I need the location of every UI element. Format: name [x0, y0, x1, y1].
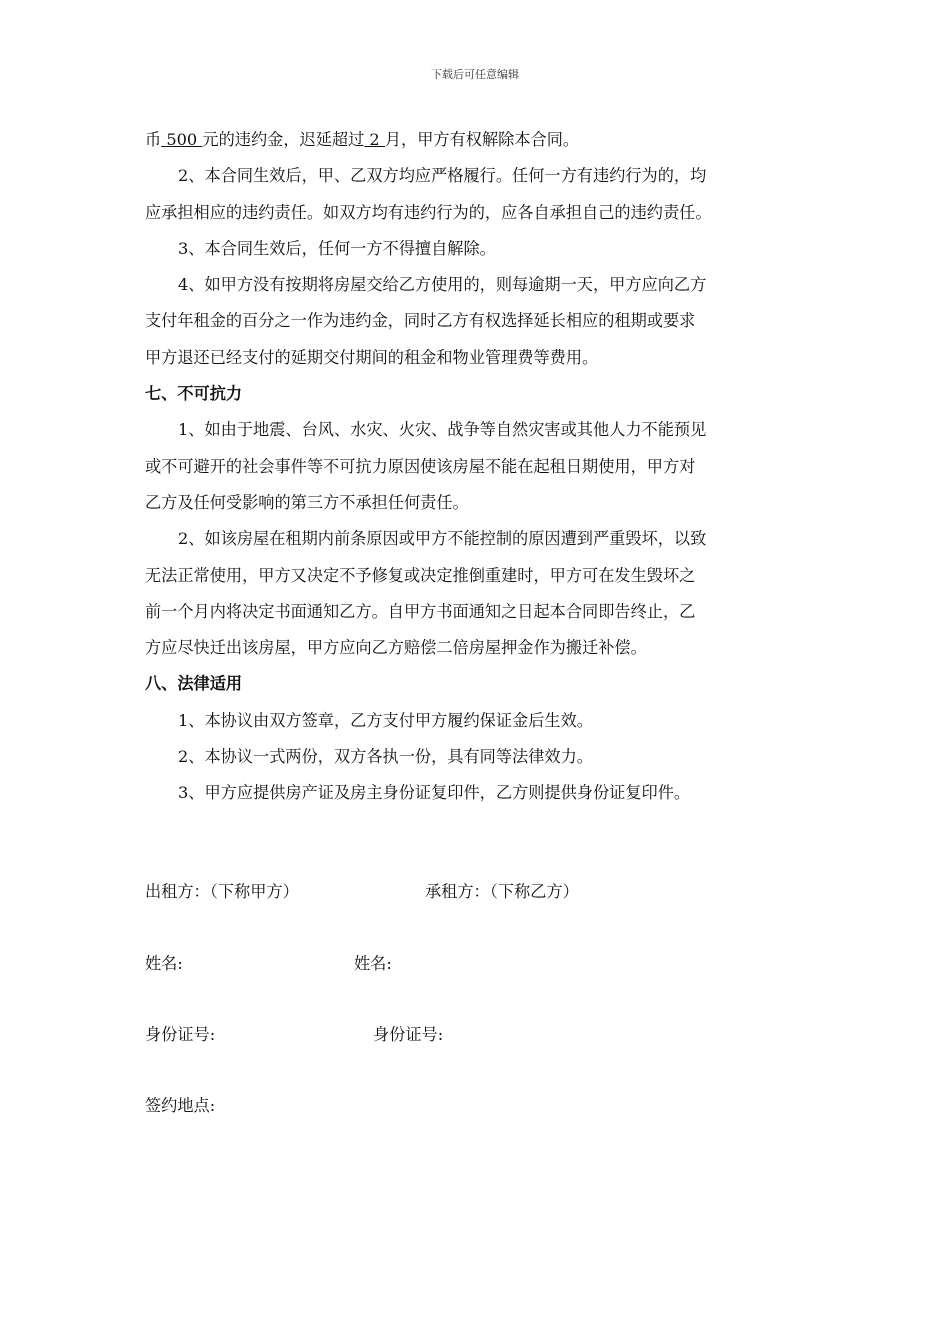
- paragraph-line: 前一个月内将决定书面通知乙方。自甲方书面通知之日起本合同即告终止，乙: [145, 601, 696, 621]
- signing-place-label: 签约地点:: [145, 1096, 216, 1115]
- penalty-clause-tail: [145, 122, 807, 158]
- penalty-months: 2: [364, 130, 385, 149]
- paragraph-line: 3、甲方应提供房产证及房主身份证复印件，乙方则提供身份证复印件。: [178, 783, 691, 803]
- paragraph-line: 4、如甲方没有按期将房屋交给乙方使用的，则每逾期一天，甲方应向乙方: [178, 275, 707, 295]
- paragraph-line: 1、如由于地震、台风、水灾、火灾、战争等自然灾害或其他人力不能预见: [178, 420, 707, 440]
- paragraph-line: 应承担相应的违约责任。如双方均有违约行为的，应各自承担自己的违约责任。: [145, 202, 712, 222]
- lessor-id-label: 身份证号:: [145, 1025, 216, 1044]
- paragraph-line: 1、本协议由双方签章，乙方支付甲方履约保证金后生效。: [178, 710, 593, 730]
- paragraph-line: 或不可避开的社会事件等不可抗力原因使该房屋不能在起租日期使用，甲方对: [145, 456, 696, 476]
- paragraph-line: 方应尽快迁出该房屋，甲方应向乙方赔偿二倍房屋押金作为搬迁补偿。: [145, 638, 647, 658]
- paragraph-line: 支付年租金的百分之一作为违约金，同时乙方有权选择延长相应的租期或要求: [145, 311, 696, 331]
- lessee-label: 承租方：（下称乙方）: [425, 882, 579, 901]
- page-header: 下载后可任意编辑: [431, 68, 519, 81]
- paragraph-line: 乙方及任何受影响的第三方不承担任何责任。: [145, 492, 469, 512]
- penalty-post: 月，甲方有权解除本合同。: [384, 130, 580, 149]
- lessor-name-label: 姓名:: [145, 954, 183, 973]
- penalty-pre: 币: [145, 130, 162, 149]
- paragraph-line: 2、如该房屋在租期内前条原因或甲方不能控制的原因遭到严重毁坏，以致: [178, 529, 707, 549]
- lessee-name-label: 姓名:: [354, 954, 392, 973]
- document-body: [145, 122, 807, 812]
- lessor-label: 出租方：（下称甲方）: [145, 882, 299, 901]
- penalty-amount: 500: [161, 130, 203, 149]
- paragraph-line: 无法正常使用，甲方又决定不予修复或决定推倒重建时，甲方可在发生毁坏之: [145, 565, 696, 585]
- section-heading-applicable-law: 八、法律适用: [145, 674, 243, 694]
- paragraph-line: 3、本合同生效后，任何一方不得擅自解除。: [178, 238, 496, 258]
- paragraph-line: 2、本协议一式两份，双方各执一份，具有同等法律效力。: [178, 747, 593, 767]
- lessee-id-label: 身份证号:: [373, 1025, 444, 1044]
- penalty-mid: 元的违约金，迟延超过: [202, 130, 365, 149]
- section-heading-force-majeure: 七、不可抗力: [145, 384, 243, 404]
- paragraph-line: 甲方退还已经支付的延期交付期间的租金和物业管理费等费用。: [145, 347, 599, 367]
- paragraph-line: 2、本合同生效后，甲、乙双方均应严格履行。任何一方有违约行为的，均: [178, 166, 707, 186]
